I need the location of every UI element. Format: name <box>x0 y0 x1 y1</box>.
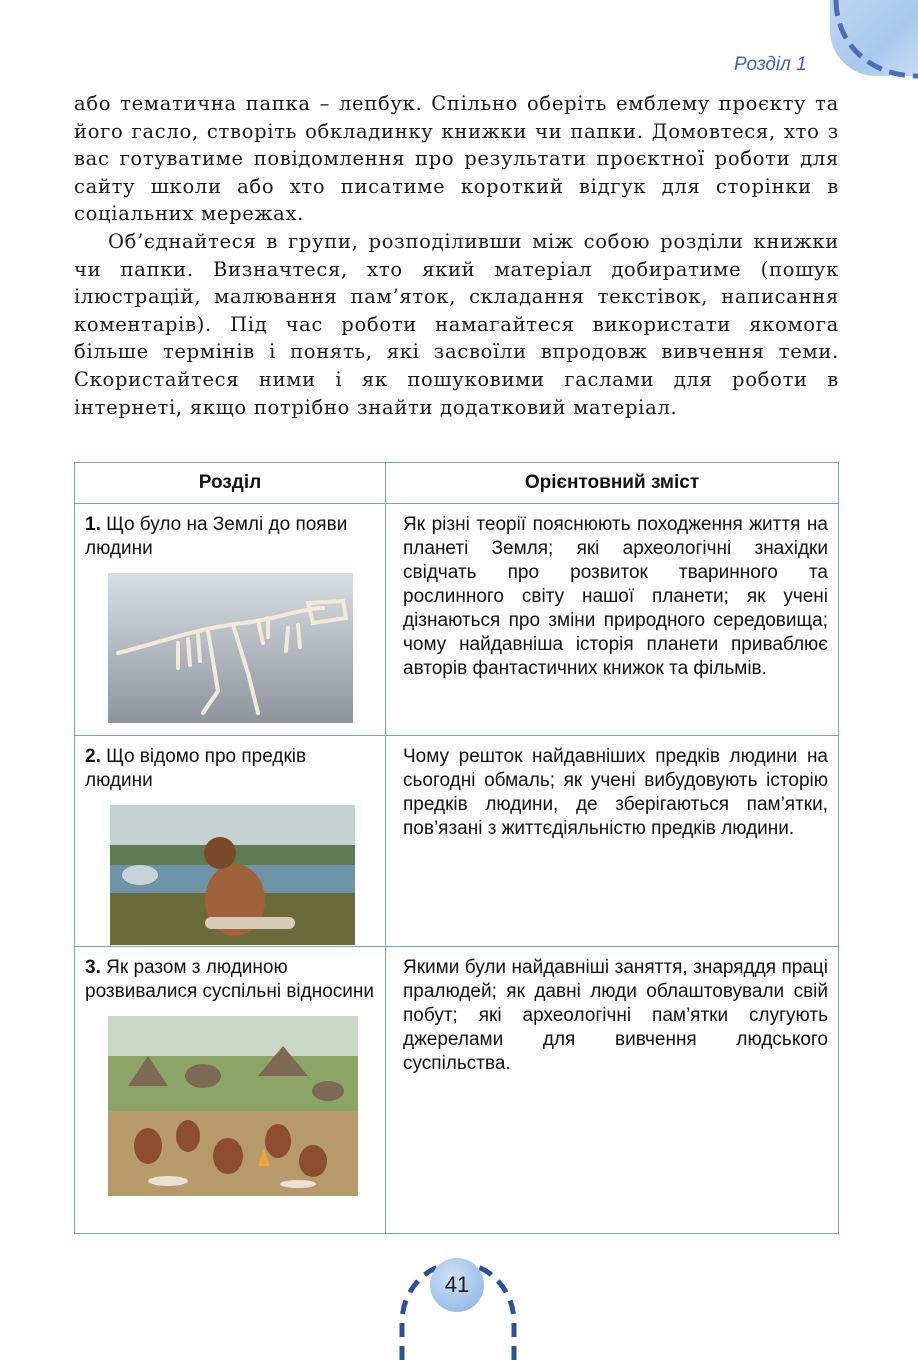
section-number: 2. <box>85 746 101 767</box>
section-cell <box>75 504 386 736</box>
section-title-text: Як разом з людиною розвивалися суспільні відносини <box>85 957 375 1002</box>
header-section: Розділ <box>75 463 386 504</box>
project-sections-table <box>74 462 839 1234</box>
dashed-corner-decoration <box>822 0 918 86</box>
ancient-community-image <box>108 1016 358 1196</box>
section-number: 3. <box>85 957 101 978</box>
table-row <box>75 947 839 1234</box>
paragraph-2: Об’єднайтеся в групи, розподіливши між собою розділи книжки чи папки. Визначтеся, хто який матеріал добиратиме (пошук ілюстрацій, малювання пам’яток, складання текстівок, написання коментарів). Під час роботи намагайтеся використати якомога більше термінів і понять, які засвоїли впродовж вивчення теми. Скористайтеся ними і як пошуковими гаслами для роботи в інтернеті, якщо потрібно знайти додатковий матеріал. <box>74 229 839 419</box>
section-title <box>85 513 375 561</box>
table-header-row <box>75 463 839 504</box>
table-row <box>75 736 839 947</box>
section-title-text: Що відомо про предків людини <box>85 746 307 791</box>
section-title-text: Що було на Землі до появи людини <box>85 514 348 559</box>
section-cell <box>75 736 386 947</box>
content-cell: Чому решток найдавніших предків людини на сьогодні обмаль; як учені вибудовують історію предків людини, де зберігаються пам’ятки, пов’язані з життєдіяльністю предків людини. <box>386 736 839 947</box>
section-label: Розділ 1 <box>734 54 807 75</box>
header-content: Орієнтовний зміст <box>386 463 839 504</box>
early-human-image <box>110 805 355 945</box>
content-cell: Як різні теорії пояснюють походження життя на планеті Земля; які археологічні знахідки свідчать про розвиток тваринного та рослинного світу нашої планети; як учені дізнаються про зміни природного середовища; чому найдавніша історія планети приваблює авторів фантастичних книжок та фільмів. <box>386 504 839 736</box>
section-number: 1. <box>85 514 101 535</box>
section-title <box>85 956 375 1004</box>
section-title <box>85 745 375 793</box>
paragraph-1: або тематична папка – лепбук. Спільно оберіть емблему проєкту та його гасло, створіть обкладинку книжки чи папки. Домовтеся, хто з вас готуватиме повідомлення про результати проєктної роботи для сайту школи або хто писатиме короткий відгук для сторінки в соціальних мережах. <box>74 92 839 226</box>
page-number: 41 <box>430 1258 484 1312</box>
table-row <box>75 504 839 736</box>
section-cell <box>75 947 386 1234</box>
body-text <box>74 90 839 421</box>
dinosaur-skeleton-image <box>108 573 353 723</box>
content-cell: Якими були найдавніші заняття, знаряддя праці пралюдей; як давні люди облаштовували свій побут; які археологічні пам’ятки слугують джерелами для вивчення людського суспільства. <box>386 947 839 1234</box>
